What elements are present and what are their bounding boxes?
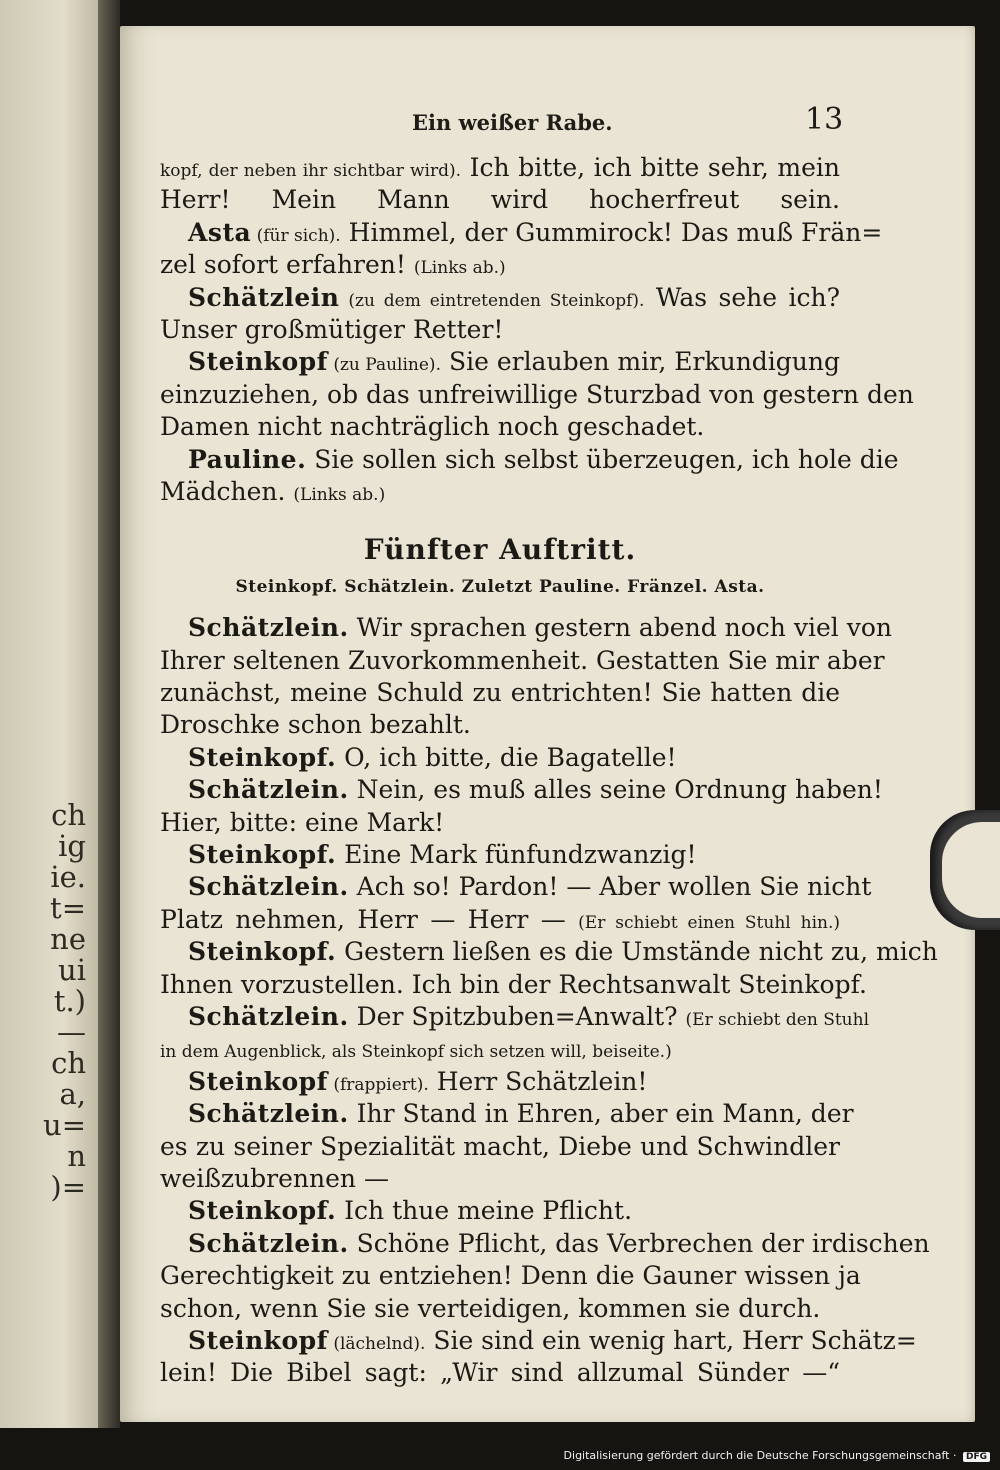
text-line: [160, 677, 840, 709]
line-text: Herr! Mein Mann wird hocherfreut sein.: [160, 185, 840, 215]
left-page-fragment: )=: [50, 1170, 86, 1204]
line-text: Sie erlauben mir, Erkundigung: [440, 347, 840, 377]
left-page-fragment: —: [57, 1015, 86, 1049]
line-text: Schöne Pflicht, das Verbrechen der irdischen: [348, 1228, 930, 1258]
text-line: [160, 217, 883, 249]
speaker-name: Steinkopf.: [188, 1196, 337, 1226]
text-line: [160, 839, 840, 871]
stage-direction: (frappiert).: [327, 1074, 429, 1095]
text-line: [160, 282, 840, 314]
text-line: [160, 1293, 840, 1325]
left-page-fragment: ch: [51, 798, 86, 832]
running-title: Ein weißer Rabe.: [412, 110, 613, 135]
line-text: Unser großmütiger Retter!: [160, 314, 504, 344]
scene-cast-list: Steinkopf. Schätzlein. Zuletzt Pauline. Fränzel. Asta.: [235, 577, 765, 598]
line-text: lein! Die Bibel sagt: „Wir sind allzumal Sünder —“: [160, 1358, 840, 1388]
line-text: Gestern ließen es die Umstände nicht zu, mich: [336, 937, 938, 967]
text-line: [160, 807, 840, 839]
text-line: [160, 936, 938, 968]
stage-direction: in dem Augenblick, als Steinkopf sich setzen will, beiseite.): [160, 1042, 672, 1063]
line-text: Ach so! Pardon! — Aber wollen Sie nicht: [348, 872, 872, 902]
stage-direction: (Er schiebt einen Stuhl hin.): [578, 912, 840, 933]
stage-direction: (Links ab.): [413, 258, 506, 279]
speaker-name: Schätzlein.: [188, 1228, 349, 1258]
text-line: [160, 314, 840, 346]
stage-direction: (Links ab.): [293, 484, 386, 505]
left-page-edge: [0, 0, 105, 1428]
line-text: Ich thue meine Pflicht.: [336, 1196, 633, 1226]
scene-heading: Fünfter Auftritt.: [363, 533, 637, 567]
text-line: [160, 476, 840, 508]
line-text: zunächst, meine Schuld zu entrichten! Sie hatten die: [160, 678, 840, 708]
dialogue-block-b: [160, 612, 938, 1389]
line-text: Ihr Stand in Ehren, aber ein Mann, der: [348, 1099, 854, 1129]
left-page-fragment: u=: [43, 1108, 86, 1142]
line-text: Ihrer seltenen Zuvorkommenheit. Gestatten Sie mir aber: [160, 645, 885, 675]
stage-direction: (für sich).: [251, 225, 341, 246]
speaker-name: Steinkopf.: [188, 840, 337, 870]
left-page-fragment: ie.: [50, 860, 86, 894]
line-text: weißzubrennen —: [160, 1163, 389, 1193]
text-line: [160, 612, 892, 644]
text-line: [160, 1001, 870, 1033]
play-text: [160, 152, 938, 1390]
text-line: [160, 249, 840, 281]
speaker-name: Schätzlein.: [188, 613, 349, 643]
line-text: Eine Mark fünfundzwanzig!: [336, 840, 697, 870]
left-page-text-fragments: [0, 800, 100, 1203]
line-text: einzuziehen, ob das unfreiwillige Sturzbad von gestern den: [160, 379, 914, 409]
stage-direction: (Er schiebt den Stuhl: [685, 1009, 870, 1030]
line-text: schon, wenn Sie sie verteidigen, kommen sie durch.: [160, 1293, 821, 1323]
left-page-fragment: t=: [50, 891, 86, 925]
text-line: [160, 709, 840, 741]
line-text: Herr Schätzlein!: [428, 1066, 648, 1096]
line-text: Ihnen vorzustellen. Ich bin der Rechtsanwalt Steinkopf.: [160, 969, 867, 999]
line-text: Nein, es muß alles seine Ordnung haben!: [348, 775, 883, 805]
text-line: [160, 1033, 840, 1065]
text-line: [160, 346, 840, 378]
left-page-fragment: t.): [53, 984, 86, 1018]
text-line: [160, 969, 867, 1001]
digitization-footer: Digitalisierung gefördert durch die Deutsche Forschungsgemeinschaft · DFG: [564, 1449, 990, 1462]
dfg-logo: DFG: [963, 1452, 990, 1462]
line-text: Platz nehmen, Herr — Herr —: [160, 904, 579, 934]
text-line: [160, 1098, 854, 1130]
speaker-name: Schätzlein.: [188, 872, 349, 902]
funding-note: Digitalisierung gefördert durch die Deutsche Forschungsgemeinschaft: [563, 1449, 950, 1462]
speaker-name: Schätzlein.: [188, 1099, 349, 1129]
text-line: [160, 1325, 917, 1357]
line-text: Sie sind ein wenig hart, Herr Schätz=: [425, 1325, 917, 1355]
stage-direction: (lächelnd).: [327, 1333, 426, 1354]
text-line: [160, 1357, 840, 1389]
left-page-fragment: ig: [58, 829, 86, 863]
speaker-name: Steinkopf: [188, 1066, 328, 1096]
dialogue-block-a: [160, 152, 914, 508]
line-text: Wir sprachen gestern abend noch viel von: [348, 613, 892, 643]
speaker-name: Schätzlein.: [188, 1001, 349, 1031]
text-line: [160, 152, 840, 184]
text-line: [160, 1195, 840, 1227]
speaker-name: Schätzlein: [188, 282, 340, 312]
line-text: Ich bitte, ich bitte sehr, mein: [461, 153, 840, 182]
left-page-fragment: n: [67, 1139, 86, 1173]
line-text: es zu seiner Spezialität macht, Diebe und Schwindler: [160, 1131, 840, 1161]
speaker-name: Steinkopf: [188, 347, 328, 377]
line-text: zel sofort erfahren!: [160, 250, 414, 280]
left-page-fragment: a,: [59, 1077, 86, 1111]
page-number: 13: [805, 102, 844, 137]
text-line: [160, 444, 899, 476]
book-gutter: [98, 0, 120, 1428]
text-line: [160, 742, 840, 774]
text-line: [160, 774, 883, 806]
text-line: [160, 379, 914, 411]
line-text: Droschke schon bezahlt.: [160, 710, 471, 740]
text-line: [160, 645, 885, 677]
text-line: [160, 411, 840, 443]
text-line: [160, 184, 840, 216]
line-text: O, ich bitte, die Bagatelle!: [336, 742, 677, 772]
left-page-fragment: ui: [58, 953, 86, 987]
text-line: [160, 1131, 840, 1163]
speaker-name: Asta: [188, 217, 252, 247]
page-clamp: [930, 810, 1000, 930]
stage-direction: (zu dem eintretenden Steinkopf).: [339, 290, 645, 311]
line-text: Hier, bitte: eine Mark!: [160, 807, 445, 837]
line-text: Was sehe ich?: [644, 282, 840, 312]
stage-direction: kopf, der neben ihr sichtbar wird).: [160, 161, 462, 181]
speaker-name: Schätzlein.: [188, 775, 349, 805]
line-text: Mädchen.: [160, 476, 294, 506]
text-line: [160, 1228, 930, 1260]
text-line: [160, 1066, 840, 1098]
text-line: [160, 1260, 861, 1292]
speaker-name: Pauline.: [188, 444, 307, 474]
left-page-fragment: ch: [51, 1046, 86, 1080]
left-page-fragment: ne: [50, 922, 86, 956]
text-line: [160, 904, 840, 936]
line-text: Damen nicht nachträglich noch geschadet.: [160, 412, 705, 442]
speaker-name: Steinkopf.: [188, 742, 337, 772]
line-text: Der Spitzbuben=Anwalt?: [348, 1001, 686, 1031]
line-text: Himmel, der Gummirock! Das muß Frän=: [340, 217, 883, 247]
line-text: Gerechtigkeit zu entziehen! Denn die Gauner wissen ja: [160, 1261, 861, 1291]
line-text: Sie sollen sich selbst überzeugen, ich hole die: [306, 444, 899, 474]
text-line: [160, 871, 872, 903]
speaker-name: Steinkopf.: [188, 937, 337, 967]
stage-direction: (zu Pauline).: [327, 355, 441, 376]
text-line: [160, 1163, 840, 1195]
speaker-name: Steinkopf: [188, 1325, 328, 1355]
